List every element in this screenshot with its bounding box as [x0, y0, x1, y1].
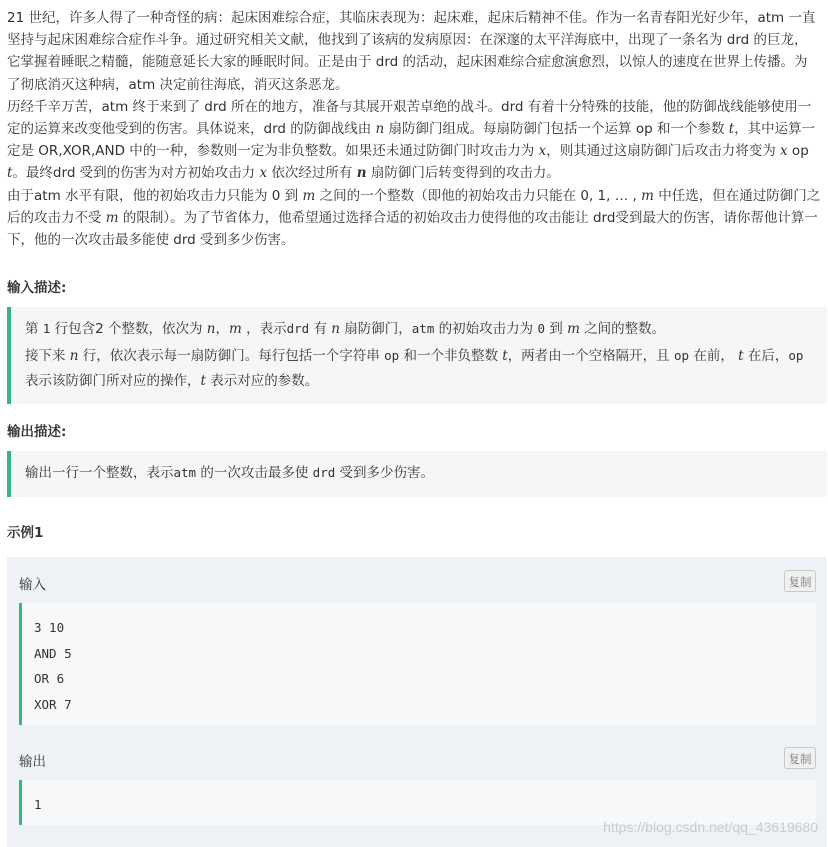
- code-line: 1: [34, 797, 42, 812]
- problem-description: [7, 7, 821, 251]
- input-description-heading: 输入描述:: [7, 280, 67, 296]
- copy-output-button[interactable]: 复制: [784, 747, 816, 769]
- copy-input-button[interactable]: 复制: [784, 570, 816, 592]
- output-description-line: 输出一行一个整数，表示atm 的一次攻击最多使 drd 受到多少伤害。: [25, 465, 435, 481]
- description-paragraph-3: 由于atm 水平有限，他的初始攻击力只能为 0 到 m 之间的一个整数（即他的初始攻击力只能在 0, 1, … , m 中任选，但在通过防御门之后的攻击力不受 m 的限制）。为了节省体力，他希望通过选择合适的初始攻击力使得他的攻击能让 drd受到最大的伤害，请你帮他计算一下，他的一次攻击最多能使 drd 受到多少伤害。: [7, 187, 821, 249]
- example-heading: 示例1: [7, 525, 44, 541]
- output-description-block: [7, 451, 827, 497]
- input-description-line-1: 第 1 行包含2 个整数，依次为 n，m ，表示drd 有 n 扇防御门，atm 的初始攻击力为 0 到 m 之间的整数。: [25, 321, 666, 337]
- code-line: XOR 7: [34, 696, 72, 712]
- input-description-block: [7, 307, 827, 404]
- description-paragraph-2: 历经千辛万苦，atm 终于来到了 drd 所在的地方，准备与其展开艰苦卓绝的战斗。drd 有着十分特殊的技能，他的防御战线能够使用一定的运算来改变他受到的伤害。具体说来，drd 的防御战线由 n 扇防御门组成。每扇防御门包括一个运算 op 和一个参数 t，其中运算一定是 OR,XOR,AND 中的一种，参数则一定为非负整数。如果还未通过防御门时攻击力为 x，则其通过这扇防御门后攻击力将变为 x op t。最终drd 受到的伤害为对方初始攻击力 x 依次经过所有 n 扇防御门后转变得到的攻击力。: [7, 98, 816, 182]
- output-description-heading: 输出描述:: [7, 424, 67, 440]
- example-output-label: 输出: [19, 754, 46, 770]
- example-input-label: 输入: [19, 577, 46, 593]
- code-line: OR 6: [34, 671, 65, 686]
- example-panel: [7, 557, 827, 847]
- code-line: AND 5: [34, 645, 72, 661]
- watermark: https://blog.csdn.net/qq_43619680: [603, 819, 818, 835]
- input-description-line-2: 接下来 n 行，依次表示每一扇防御门。每行包括一个字符串 op 和一个非负整数 t，两者由一个空格隔开，且 op 在前， t 在后，op 表示该防御门所对应的操作，t 表示对应的参数。: [25, 347, 804, 389]
- example-input-code: [19, 603, 816, 725]
- description-paragraph-1: 21 世纪，许多人得了一种奇怪的病：起床困难综合症，其临床表现为：起床难，起床后精神不佳。作为一名青春阳光好少年，atm 一直坚持与起床困难综合症作斗争。通过研究相关文献，他找到了该病的发病原因：在深邃的太平洋海底中，出现了一条名为 drd 的巨龙，它掌握着睡眠之精髓，能随意延长大家的睡眠时间。正是由于 drd 的活动，起床困难综合症愈演愈烈，以惊人的速度在世界上传播。为了彻底消灭这种病，atm 决定前往海底，消灭这条恶龙。: [7, 10, 816, 93]
- code-line: 3 10: [34, 620, 65, 635]
